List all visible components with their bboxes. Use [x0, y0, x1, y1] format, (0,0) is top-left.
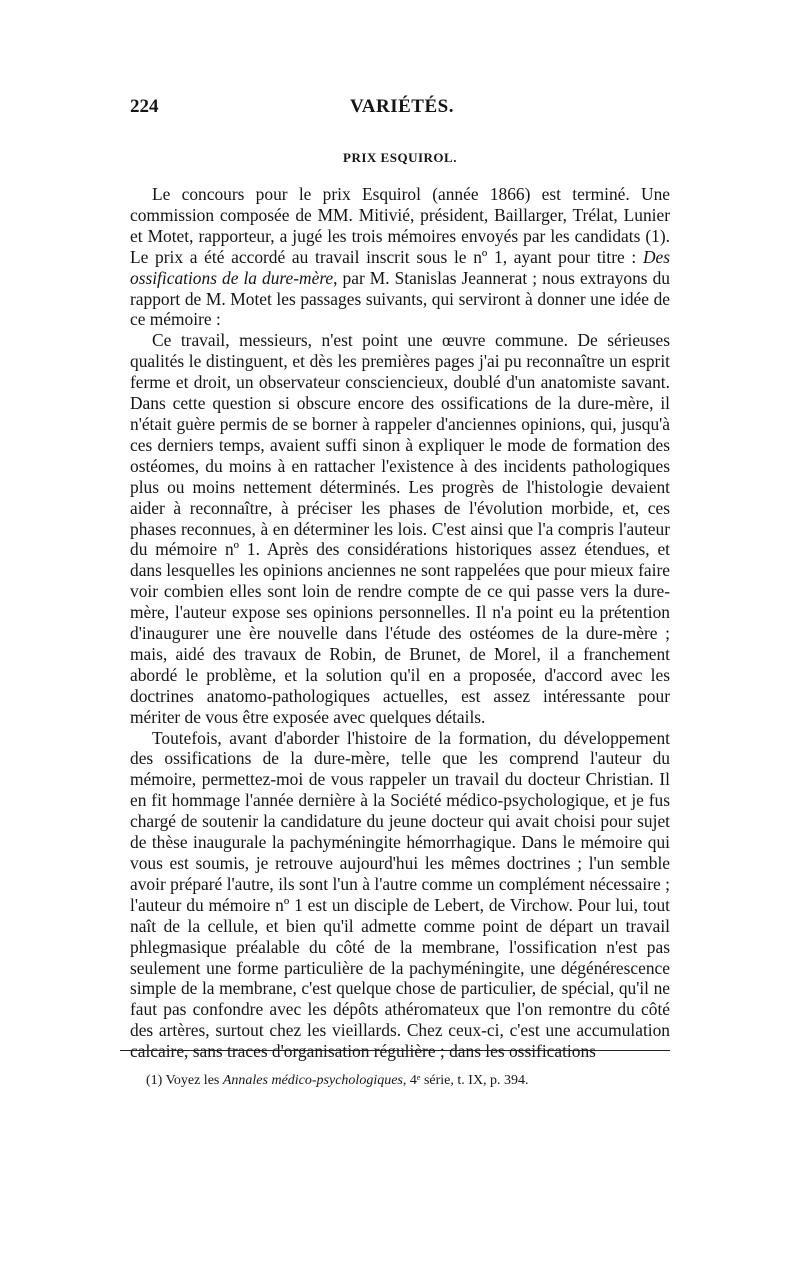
text-run: (1) Voyez les — [146, 1073, 223, 1088]
text-run: Ce travail, messieurs, n'est point une œuvre commune. De sérieuses qualités le distinguent, et dès les premières pages j'ai pu reconnaître un esprit ferme et droit, un observateur consciencieux, doublé d'un anatomiste savant. Dans cette question si obscure encore des ossifications de la dure-mère, il n'était guère permis de se borner à rappeler d'anciennes opinions, qui, jusqu'à ces derniers temps, avaient suffi sinon à expliquer le mode de formation des ostéomes, du moins à en rattacher l'existence à des incidents pathologiques plus ou moins nettement déterminés. Les progrès de l'histologie devaient aider à reconnaître, à préciser les phases de l'évolution morbide, et, ces phases reconnues, à en déterminer les lois. C'est ainsi que l'a compris l'auteur du mémoire nº 1. Après des considérations historiques assez étendues, et dans lesquelles les opinions anciennes ne sont rappelées que pour mieux faire voir combien elles sont loin de rendre compte de ce qui passe vers la dure-mère, l'auteur expose ses opinions personnelles. Il n'a point eu la prétention d'inaugurer une ère nouvelle dans l'étude des ostéomes de la dure-mère ; mais, aidé des travaux de Robin, de Brunet, de Morel, il a franchement abordé le problème, et la solution qu'il en a proposée, d'accord avec les doctrines anatomo-pathologiques actuelles, est assez intéressante pour mériter de vous être exposée avec quelques détails. — [130, 330, 670, 727]
italic-text: Annales médico-psychologiques — [222, 1073, 403, 1088]
footnote-divider — [120, 1050, 670, 1051]
paragraph — [130, 184, 670, 330]
text-run: Le concours pour le prix Esquirol (année 1866) est terminé. Une commission composée de MM. Mitivié, président, Baillarger, Trélat, Lunier et Motet, rapporteur, a jugé les trois mémoires envoyés par les candidats (1). Le prix a été accordé au travail inscrit sous le nº 1, ayant pour titre : — [130, 184, 670, 267]
running-head: VARIÉTÉS. — [350, 96, 454, 117]
text-run: Toutefois, avant d'aborder l'histoire de la formation, du développement des ossifications de la dure-mère, telle que les comprend l'auteur du mémoire, permettez-moi de vous rappeler un travail du docteur Christian. Il en fit hommage l'année dernière à la Société médico-psychologique, et je fus chargé de soutenir la candidature du jeune docteur qui avait choisi pour sujet de thèse inaugurale la pachyméningite hémorrhagique. Dans le mémoire qui vous est soumis, je retrouve aujourd'hui les mêmes doctrines ; l'un semble avoir préparé l'autre, ils sont l'un à l'autre comme un complément nécessaire ; l'auteur du mémoire nº 1 est un disciple de Lebert, de Virchow. Pour lui, tout naît de la cellule, et bien qu'il admette comme point de départ un travail phlegmasique préalable du côté de la membrane, l'ossification n'est pas seulement une forme particulière de la pachyméningite, une dégénérescence simple de la membrane, c'est quelque chose de particulier, de spécial, qu'il ne faut pas confondre avec les dépôts athéromateux que l'on remontre du côté des artères, surtout chez les vieillards. Chez ceux-ci, c'est une accumulation calcaire, sans traces d'organisation régulière ; dans les ossifications — [130, 727, 670, 1062]
section-title: PRIX ESQUIROL. — [343, 150, 457, 165]
body-text — [130, 184, 670, 1062]
text-run: , 4ᵉ série, t. IX, p. 394. — [402, 1073, 529, 1088]
italic-text: Des ossifications de la dure-mère — [130, 246, 670, 288]
footnote — [146, 1072, 666, 1090]
text-run: , par M. Stanislas Jeannerat ; nous extrayons du rapport de M. Motet les passages suivants, qui serviront à donner une idée de ce mémoire : — [130, 267, 670, 330]
page-header — [130, 96, 670, 122]
paragraph — [130, 728, 670, 1063]
page-number: 224 — [130, 96, 159, 117]
paragraph — [130, 330, 670, 727]
